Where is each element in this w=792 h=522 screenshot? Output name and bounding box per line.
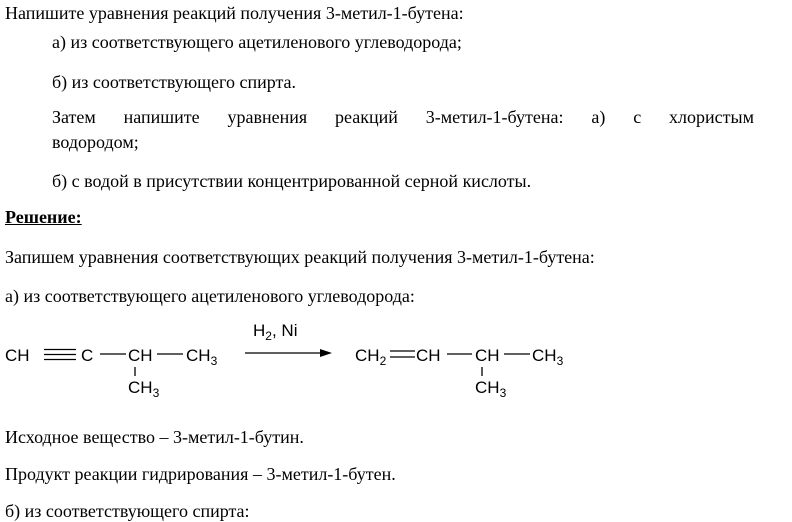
task-then-a-line1: Затем напишите уравнения реакций 3-метил-1-бутена: а) с хлористым [52, 107, 754, 127]
task-intro: Напишите уравнения реакций получения 3-метил-1-бутена: [5, 3, 464, 23]
solution-start-note: Исходное вещество – 3-метил-1-бутин. [5, 427, 304, 447]
solution-item-b: б) из соответствующего спирта: [5, 501, 250, 521]
reactant-c: C [81, 346, 94, 365]
reactant-ch-middle: CH [128, 346, 153, 365]
product-ch: CH [416, 346, 441, 365]
product-ch2: $CH_2$ [355, 346, 387, 368]
reaction-arrow-group [245, 321, 332, 357]
solution-item-a: а) из соответствующего ацетиленового углеводорода: [5, 286, 415, 306]
task-item-b: б) из соответствующего спирта. [52, 72, 297, 92]
solution-intro: Запишем уравнения соответствующих реакций получения 3-метил-1-бутена: [5, 247, 595, 267]
product-formula [355, 346, 564, 400]
reaction-arrow-head [320, 349, 332, 357]
double-bond [390, 351, 415, 357]
reactant-ch3-end: $CH_3$ [186, 346, 218, 368]
reaction-condition: $H_2$, Ni [253, 321, 298, 343]
product-branch-ch3: $CH_3$ [475, 378, 507, 400]
reaction-scheme [0, 312, 792, 412]
product-ch-middle: CH [475, 346, 500, 365]
solution-product-note: Продукт реакции гидрирования – 3-метил-1-бутен. [5, 464, 396, 484]
reactant-branch-ch3: $CH_3$ [128, 378, 160, 400]
task-then-b: б) с водой в присутствии концентрированной серной кислоты. [52, 171, 532, 191]
triple-bond [44, 350, 76, 360]
reactant-ch: CH [5, 346, 30, 365]
reactant-formula [5, 346, 218, 400]
task-item-a: а) из соответствующего ацетиленового углеводорода; [52, 32, 462, 52]
solution-heading: Решение: [5, 207, 82, 227]
task-then-a-line2: водородом; [52, 132, 139, 152]
product-ch3-end: $CH_3$ [532, 346, 564, 368]
